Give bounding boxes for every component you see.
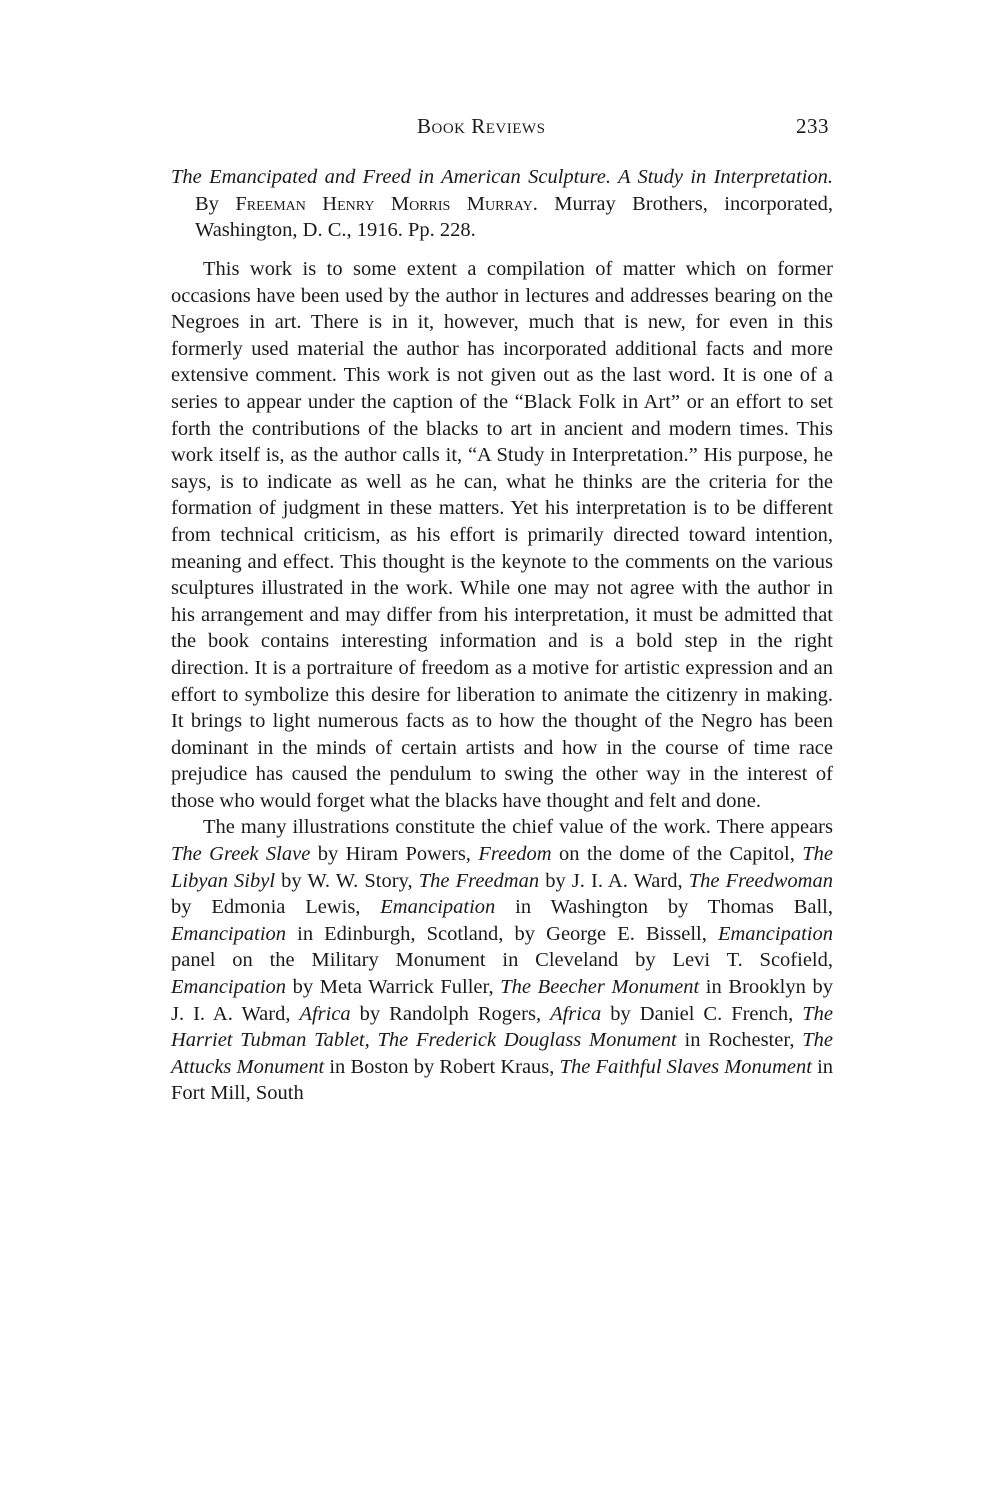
review-text: in Boston by Robert Kraus, xyxy=(324,1055,560,1078)
work-title: The Freedwoman xyxy=(688,869,833,892)
review-text: by Edmonia Lewis, xyxy=(171,896,381,919)
work-title: Africa xyxy=(299,1002,351,1025)
review-text: by Randolph Rogers, xyxy=(350,1002,551,1025)
review-paragraph-1: This work is to some extent a compilation of matter which on former occasions have been used by the author in lectures and addresses bearing on the Negroes in art. There is in it, however, much that is new, for even in this formerly used material the author has incorporated additional facts and more extensive comment. This work is not given out as the last word. It is one of a series to appear under the caption of the “Black Folk in Art” or an effort to set forth the contributions of the blacks to art in ancient and modern times. This work itself is, as the author calls it, “A Study in Interpretation.” His purpose, he says, is to indicate as well as he can, what he thinks are the criteria for the formation of judgment in these matters. Yet his interpretation is to be different from technical criticism, as his effort is primarily directed toward intention, meaning and effect. This thought is the keynote to the comments on the various sculptures illustrated in the work. While one may not agree with the author in his arrangement and may differ from his interpretation, it must be admitted that the book contains interesting information and is a bold step in the right direction. It is a portraiture of freedom as a motive for artistic expression and an effort to symbolize this desire for liberation to animate the citizenry in making. It brings to light numerous facts as to how the thought of the Negro has been dominant in the minds of certain artists and how in the course of time race prejudice has caused the pendulum to swing the other way in the interest of those who would forget what the blacks have thought and felt and done. xyxy=(171,258,833,812)
review-text: in Rochester, xyxy=(676,1029,803,1052)
work-title: The Beecher Monument xyxy=(500,976,700,999)
review-text: in Fort Mill, South xyxy=(171,1055,834,1105)
review-text: panel on the Military Monument in Cleveland by Levi T. Scofield, xyxy=(171,949,833,972)
review-paragraph-2 xyxy=(171,814,833,1107)
review-text: by Meta Warrick Fuller, xyxy=(286,976,501,999)
review-text: in Brooklyn by J. I. A. Ward, xyxy=(171,976,833,1025)
page-number: 233 xyxy=(796,114,829,138)
work-title: The Attucks Monument xyxy=(171,1029,833,1078)
book-title: The Emancipated and Freed in American Sculpture. A Study in Interpretation. xyxy=(171,166,833,188)
author-name: Freeman Henry Morris Murray xyxy=(235,192,533,215)
work-title: Emancipation xyxy=(171,922,287,945)
work-title: The Freedman xyxy=(418,869,540,892)
review-text: by J. I. A. Ward, xyxy=(539,869,689,892)
review-body xyxy=(171,256,833,1107)
by-label: By xyxy=(195,192,219,215)
work-title: The Greek Slave xyxy=(171,843,311,866)
publisher-details: . Murray Brothers, incorporated, Washington, D. C., 1916. Pp. 228. xyxy=(195,192,833,241)
section-title: Book Reviews xyxy=(417,114,546,138)
work-title: Africa xyxy=(550,1002,602,1025)
book-citation xyxy=(171,164,833,244)
review-text: in Edinburgh, Scotland, by George E. Bissell, xyxy=(286,922,718,945)
review-text: The many illustrations constitute the chief value of the work. There appears xyxy=(203,816,833,839)
work-title: Emancipation xyxy=(171,976,287,999)
review-text: on the dome of the Capitol, xyxy=(551,843,803,866)
work-title: The Libyan Sibyl xyxy=(171,843,833,892)
work-title: Emancipation xyxy=(717,922,833,945)
work-title: Freedom xyxy=(478,843,552,866)
running-head xyxy=(171,114,833,142)
review-text: by W. W. Story, xyxy=(275,869,419,892)
review-text: in Washington by Thomas Ball, xyxy=(495,896,833,919)
work-title: The Harriet Tubman Tablet, The Frederick Douglass Monument xyxy=(171,1002,833,1052)
review-text: by Hiram Powers, xyxy=(310,843,479,866)
review-text: by Daniel C. French, xyxy=(601,1002,803,1025)
work-title: Emancipation xyxy=(380,896,496,919)
work-title: The Faithful Slaves Monument xyxy=(559,1055,812,1078)
